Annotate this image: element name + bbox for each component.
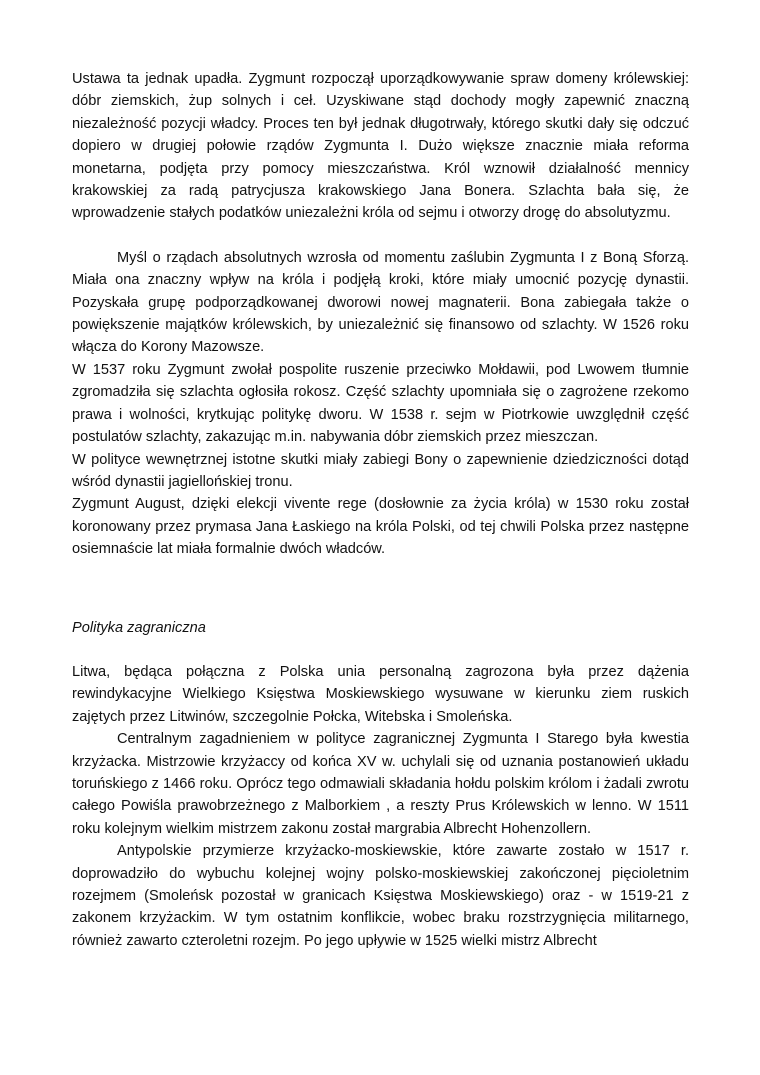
paragraph-absolutism-bona: Myśl o rządach absolutnych wzrosła od momentu zaślubin Zygmunta I z Boną Sforzą. Miała ona znaczny wpływ na króla i podjęłą kroki, które miały umocnić pozycję dynastii. Pozyskała grupę podporządkowanej dworowi nowej magnaterii. Bona zabiegała także o powiększenie majątków królewskich, by uniezależnić się finansowo od szlachty. W 1526 roku włącza do Korony Mazowsze. bbox=[72, 249, 689, 356]
paragraph-internal-policy: W polityce wewnętrznej istotne skutki miały zabiegi Bony o zapewnienie dziedziczności dotąd wśród dynastii jagiellońskiej tronu. bbox=[72, 451, 689, 490]
paragraph-zygmunt-august: Zygmunt August, dzięki elekcji vivente rege (dosłownie za życia króla) w 1530 roku został koronowany przez prymasa Jana Łaskiego na króla Polski, od tej chwili Polska przez następne osiemnaście lat miała formalnie dwóch władców. bbox=[72, 496, 689, 558]
paragraph-teutonic-question: Centralnym zagadnieniem w polityce zagranicznej Zygmunta I Starego była kwestia krzyżacka. Mistrzowie krzyżaccy od końca XV w. uchylali się od uznania postanowień układu toruńskiego z 1466 roku. Oprócz tego odmawiali składania hołdu polskim królom i żadali zwrotu całego Powiśla prawobrzeżnego z Malborkiem , a reszty Prus Królewskich w lenno. W 1511 roku kolejnym wielkim mistrzem zakonu został margrabia Albrecht Hohenzollern. bbox=[72, 731, 689, 837]
paragraph-lithuania: Litwa, będąca połączna z Polska unia personalną zagrozona była przez dążenia rewindykacyjne Wielkiego Księstwa Moskiewskiego wysuwane w kierunku ziem ruskich zajętych przez Litwinów, szczegolnie Połcka, Witebska i Smoleńska. bbox=[72, 663, 689, 725]
paragraph-rokosz-1537: W 1537 roku Zygmunt zwołał pospolite ruszenie przeciwko Mołdawii, pod Lwowem tłumnie zgromadziła się szlachta ogłosiła rokosz. Część szlachty upomniała się o zagrożene rzekomo prawa i wolności, krytkując politykę dworu. W 1538 r. sejm w Piotrkowie uwzględnił część postulatów szlachty, zakazując m.in. nabywania dóbr ziemskich przez mieszczan. bbox=[72, 361, 689, 446]
paragraph-domain-reform: Ustawa ta jednak upadła. Zygmunt rozpoczął uporządkowywanie spraw domeny królewskiej: dóbr ziemskich, żup solnych i ceł. Uzyskiwane stąd dochody mogły zapewnić znaczną niezależność pozycji władcy. Proces ten był jednak długotrwały, którego skutki dały się odczuć dopiero w drugiej połowie rządów Zygmunta I. Dużo większe znacznie miała reforma monetarna, podjęta przy pomocy mieszczaństwa. Król wznowił działalność mennicy krakowskiej za radą patrycjusza krakowskiego Jana Bonera. Szlachta bała się, że wprowadzenie stałych podatków uniezależni króla od sejmu i otworzy drogę do absolutyzmu. bbox=[72, 71, 689, 222]
document-page bbox=[72, 68, 689, 952]
paragraph-alliance-1517: Antypolskie przymierze krzyżacko-moskiewskie, które zawarte zostało w 1517 r. doprowadziło do wybuchu kolejnej wojny polsko-moskiewskiej zakończonej pięcioletnim rozejmem (Smoleńsk pozostał w granicach Księstwa Moskiewskiego) oraz - w 1519-21 z zakonem krzyżackim. W tym ostatnim konflikcie, wobec braku rozstrzygnięcia militarnego, również zawarto czteroletni rozejm. Po jego upływie w 1525 wielki mistrz Albrecht bbox=[72, 843, 689, 949]
section-heading: Polityka zagraniczna bbox=[72, 619, 206, 636]
